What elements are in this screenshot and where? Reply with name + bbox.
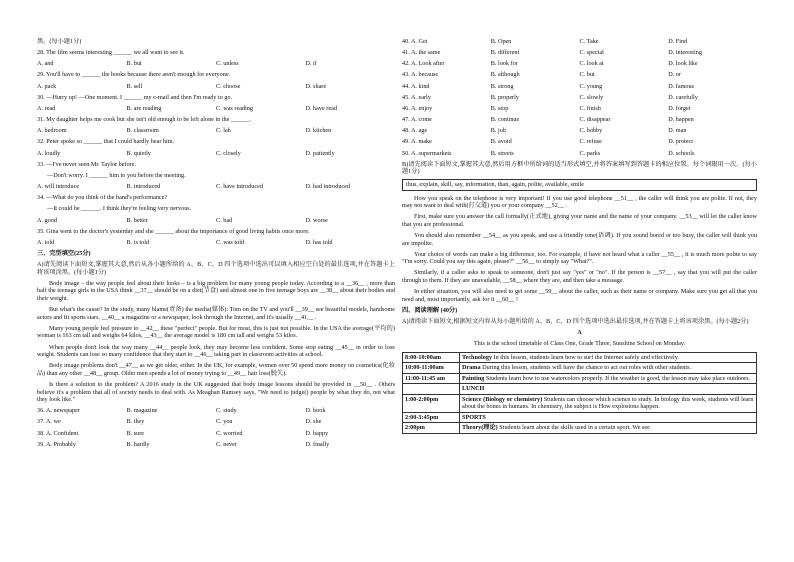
timetable-time: 2:00pm bbox=[403, 423, 460, 434]
option-a: 39. A. Probably bbox=[37, 440, 76, 448]
option-b: B. although bbox=[490, 71, 520, 79]
option-c: C. look at bbox=[579, 60, 604, 68]
option-a: A. told bbox=[37, 238, 55, 246]
question-stem: 30. —Hurry up! —One moment. I ______ my e-mail and then I'm ready to go. bbox=[37, 93, 233, 101]
option-b: B. magazine bbox=[126, 407, 158, 415]
passage-paragraph: First, make sure you answer the call formally(正式地), giving your name and the name of your company. __53__ will let the caller know that you are professional. bbox=[402, 213, 757, 228]
option-c: C. but bbox=[579, 71, 595, 79]
timetable-description: Students learn about the skills used in a certain sport. We see bbox=[499, 424, 650, 432]
option-d: D. famous bbox=[668, 82, 695, 90]
option-c: C. hobby bbox=[579, 127, 603, 135]
option-a: A. pack bbox=[37, 82, 57, 90]
cloze-option-row bbox=[402, 150, 757, 158]
timetable-lesson bbox=[460, 423, 757, 434]
cloze-passage bbox=[37, 280, 395, 404]
option-b: B. different bbox=[490, 49, 520, 57]
option-b: B. are reading bbox=[126, 104, 162, 112]
option-b: B. quietly bbox=[126, 149, 151, 157]
question-stem: 31. My daughter helps me cook but she isn't old enough to be left alone in the ______. bbox=[37, 116, 252, 124]
option-d: D. protect bbox=[668, 138, 693, 146]
option-b: B. stop bbox=[490, 104, 509, 112]
option-c: C. closely bbox=[216, 149, 241, 157]
option-a: A. read bbox=[37, 104, 56, 112]
option-c: C. finish bbox=[579, 104, 601, 112]
passage-paragraph: But what's the cause? In the study, many blame(责备) the media(媒体): Tom on the TV and you'll __39__ see beautiful models, handsome actors and fit sports stars. __40__ a magazine or a newspaper, look through the Internet, and it's usually __41__ . bbox=[37, 306, 395, 321]
option-b: B. but bbox=[126, 60, 142, 68]
cloze-options-continued bbox=[402, 38, 757, 157]
option-c: C. young bbox=[579, 82, 603, 90]
option-d: D. happen bbox=[668, 116, 694, 124]
option-d: D. has told bbox=[305, 238, 333, 246]
timetable-time bbox=[403, 384, 460, 395]
timetable-time: 10:00-11:00am bbox=[403, 363, 460, 374]
option-c: C. lab bbox=[216, 127, 231, 135]
option-a: 49. A. make bbox=[402, 138, 432, 146]
option-a: A. and bbox=[37, 60, 54, 68]
option-c: C. Take bbox=[579, 38, 599, 45]
question-options bbox=[37, 60, 395, 68]
passage-subtitle: This is the school timetable of Class One, Grade Three, Sunshine School on Monday. bbox=[473, 340, 686, 348]
option-b: B. hardly bbox=[126, 440, 150, 448]
option-d: D. look like bbox=[668, 60, 698, 68]
section-3-title: 三、完型填空(25分) bbox=[37, 249, 91, 257]
instruction-tail: 黑。(每小题1分) bbox=[37, 38, 82, 45]
question-options bbox=[37, 83, 395, 91]
option-b: B. look for bbox=[490, 60, 518, 68]
option-c: C. never bbox=[216, 440, 237, 448]
cloze-option-row bbox=[402, 116, 757, 124]
option-a: 38. A. Confident bbox=[37, 429, 79, 437]
section-4-instruction: A)请阅读下面短文,根据短文内容从每小题所给的 A、B、C、D 四个选项中选出最佳选项,并在答题卡上将该项涂黑。(每小题2分) bbox=[402, 318, 749, 326]
option-d: D. carefully bbox=[668, 93, 698, 101]
option-b: B. streets bbox=[490, 149, 514, 157]
passage-paragraph: In either situation, you will also need to get some __59__ about the caller, such as their name or company. Make sure you get all that you need and, most importantly, ask for it __60__ ! bbox=[402, 288, 757, 303]
question-stem: 33. —I've never seen Mr. Taylor before. bbox=[37, 160, 137, 168]
option-d: D. finally bbox=[305, 440, 330, 448]
option-d: D. interesting bbox=[668, 49, 702, 57]
question-stem: 35. Gina went to the doctor's yesterday and she ______ about the importance of good living habits once more. bbox=[37, 227, 310, 235]
option-d: D. if bbox=[305, 60, 317, 68]
timetable-subject: Painting bbox=[462, 374, 485, 382]
passage-paragraph: Body image problems don't __47__ as we get older, either. In the UK, for example, women over 50 spend more money on cosmetics(化妆品) than any other __48__ group. Older men spends a lot of money trying to __49__ hair loss(脱失). bbox=[37, 362, 395, 377]
cloze-option-row bbox=[402, 60, 757, 68]
option-c: C. refuse bbox=[579, 138, 602, 146]
passage-letter: A bbox=[577, 329, 582, 337]
timetable-subject: Drama bbox=[462, 364, 481, 372]
option-d: D. happy bbox=[305, 429, 329, 437]
timetable-lesson bbox=[460, 373, 757, 384]
option-b: B. better bbox=[126, 216, 148, 224]
question-options bbox=[37, 150, 395, 158]
option-d: D. schools bbox=[668, 149, 695, 157]
question-stem-reply: —It could be ______. I think they're feeling very nervous. bbox=[47, 205, 192, 213]
cloze-option-row bbox=[37, 418, 395, 426]
option-a: 41. A. the same bbox=[402, 49, 441, 57]
option-a: 37. A. we bbox=[37, 418, 61, 426]
option-c: C. unless bbox=[216, 60, 239, 68]
timetable-lesson bbox=[460, 384, 757, 395]
cloze-options bbox=[37, 407, 395, 448]
option-b: B. Open bbox=[490, 38, 512, 45]
option-c: C. parks bbox=[579, 149, 601, 157]
option-b: B. job bbox=[490, 127, 506, 135]
question-options bbox=[37, 105, 395, 113]
timetable-lesson bbox=[460, 412, 757, 423]
timetable-row bbox=[403, 373, 757, 384]
right-column bbox=[402, 38, 757, 434]
option-d: D. kitchen bbox=[305, 127, 332, 135]
option-c: C. study bbox=[216, 407, 237, 415]
timetable-row bbox=[403, 394, 757, 412]
cloze-option-row bbox=[37, 441, 395, 449]
option-a: A. loudly bbox=[37, 149, 61, 157]
option-c: C. you bbox=[216, 418, 233, 426]
timetable-description: During this lesson, students will have the chance to act out roles with other students. bbox=[482, 364, 692, 372]
option-c: C. special bbox=[579, 49, 604, 57]
cloze-option-row bbox=[37, 407, 395, 415]
option-a: A. bedroom bbox=[37, 127, 67, 135]
passage-paragraph: How you speak on the telephone is very important! If you use good telephone __51__ , the caller will think you are polite. If not, they may not want to deal with(打交道) you or your company __52__ . bbox=[402, 194, 757, 210]
question-options bbox=[37, 239, 395, 247]
option-a: 45. A. early bbox=[402, 93, 431, 101]
question-options bbox=[37, 127, 395, 135]
option-d: D. Find bbox=[668, 38, 688, 45]
passage-paragraph: Similarly, if a caller asks to speak to someone, don't just say "yes" or "no". If the person is __57__ , say that you will put the caller through to them. If they are unavailable, __58__ where they are, and then take a message. bbox=[402, 269, 757, 285]
timetable-description: In this lesson, students learn how to surf the Internet safely and effectively. bbox=[493, 353, 679, 361]
question-stem-reply: —Don't worry. I ______ him to you before the meeting. bbox=[47, 171, 186, 179]
question-stem: 28. The film seems interesting ______ we all want to see it. bbox=[37, 49, 185, 57]
timetable-lesson bbox=[460, 363, 757, 374]
passage-paragraph: Body image – the way people feel about their looks – is a big problem for many young people today. According to a __36__ , more than half the teenage girls in the USA think __37__ should be on a diet(节食) and almost one in five teenage boys are __38__ about their bodies and their weight. bbox=[37, 279, 395, 302]
option-c: C. slowly bbox=[579, 93, 604, 101]
timetable bbox=[402, 352, 757, 435]
timetable-subject: Theory(理论) bbox=[462, 424, 498, 432]
passage-paragraph: Is there a solution to the problem? A 2016 study in the UK suggested that body image lessons should be provided in __50__ . Others believe it's a problem that all of society needs to deal with. As Meaghan Ramsey says, "We need to judge() people by what they do, not what they look like." bbox=[37, 381, 395, 404]
option-a: 48. A. age bbox=[402, 127, 428, 135]
timetable-row bbox=[403, 363, 757, 374]
question-options bbox=[37, 217, 395, 225]
option-a: 44. A. kind bbox=[402, 82, 430, 90]
timetable-lesson bbox=[460, 394, 757, 412]
option-d: D. forget bbox=[668, 104, 691, 112]
option-b: B. strong bbox=[490, 82, 514, 90]
timetable-time: 11:00-11:45 am bbox=[403, 373, 460, 384]
passage-paragraph: You should also remember __54__ as you speak, and use a friendly tone(语调). If you sound bored or too busy, the caller will think you are impolite. bbox=[402, 232, 757, 247]
cloze-option-row bbox=[402, 83, 757, 91]
timetable-description: Students learn how to use watercolors properly. If the weather is good, the lesson may take place outdoors. bbox=[485, 374, 751, 382]
option-c: C. have introduced bbox=[216, 183, 263, 191]
timetable-row bbox=[403, 384, 757, 395]
option-a: 42. A. Look after bbox=[402, 60, 445, 68]
question-options bbox=[37, 183, 395, 191]
option-c: C. was reading bbox=[216, 104, 253, 112]
option-b: B. classroom bbox=[126, 127, 159, 135]
telephone-passage bbox=[402, 195, 757, 304]
option-d: D. worse bbox=[305, 216, 328, 224]
timetable-subject: Science (Biology or chemistry) bbox=[462, 395, 543, 403]
section-3-instruction: A)请先阅读下面短文,掌握其大意,然后从各小题所给的 A、B、C、D 四个选项中选出可以填入相应空白处的最佳选项,并在答题卡上将该项涂黑。(每小题1分) bbox=[37, 261, 395, 276]
option-b: B. properly bbox=[490, 93, 519, 101]
cloze-option-row bbox=[402, 138, 757, 146]
word-box: thus, explain, skill, say, information, than, again, polite, available, smile bbox=[402, 179, 757, 191]
option-a: A. good bbox=[37, 216, 57, 224]
timetable-lesson bbox=[460, 352, 757, 363]
option-c: C. bad bbox=[216, 216, 233, 224]
option-b: B. sure bbox=[126, 429, 145, 437]
option-a: 47. A. come bbox=[402, 116, 432, 124]
option-a: 40. A. Get bbox=[402, 38, 428, 45]
cloze-option-row bbox=[402, 49, 757, 57]
passage-paragraph: When people don't look the way many __44__ people look, they may become less confident. Some stop eating __45__ in order to lose weight. Students can lose so many confidence that they start to __46__ taking part in classroom activities at school. bbox=[37, 343, 395, 359]
option-b: B. they bbox=[126, 418, 145, 426]
timetable-time: 1:00-2:00pm bbox=[403, 394, 460, 412]
option-d: D. she bbox=[305, 418, 322, 426]
option-c: C. choose bbox=[216, 82, 241, 90]
option-a: 43. A. because bbox=[402, 71, 439, 79]
option-a: 46. A. enjoy bbox=[402, 104, 433, 112]
timetable-time: 2:00-3:45pm bbox=[403, 412, 460, 423]
question-stem: 34. —What do you think of the band's performance? bbox=[37, 194, 168, 202]
cloze-option-row bbox=[402, 105, 757, 113]
section-4-title: 四、阅读理解 (40分) bbox=[402, 306, 458, 314]
option-b: B. is told bbox=[126, 238, 150, 246]
option-c: C. disappear bbox=[579, 116, 611, 124]
option-b: B. avoid bbox=[490, 138, 512, 146]
option-a: A. will introduce bbox=[37, 183, 80, 191]
cloze-option-row bbox=[402, 71, 757, 79]
option-b: B. sell bbox=[126, 82, 143, 90]
option-d: D. or bbox=[668, 71, 681, 79]
option-b: B. continue bbox=[490, 116, 520, 124]
option-a: 36. A. newspaper bbox=[37, 407, 80, 415]
cloze-option-row bbox=[402, 94, 757, 102]
timetable-subject: Technology bbox=[462, 353, 493, 361]
option-c: C. worried bbox=[216, 429, 243, 437]
timetable-subject: LUNCH bbox=[462, 385, 485, 393]
timetable-row bbox=[403, 423, 757, 434]
cloze-option-row bbox=[37, 430, 395, 438]
question-stem: 29. You'll have to ______ the books because there aren't enough for everyone. bbox=[37, 71, 231, 79]
option-c: C. was told bbox=[216, 238, 245, 246]
question-stem: 32. Peter spoke so ______ that I could hardly hear him. bbox=[37, 138, 175, 146]
left-column bbox=[37, 38, 395, 452]
cloze-option-row bbox=[402, 127, 757, 135]
section-b-instruction: B)请先阅读下面短文,掌握其大意,然后用方框中所给词的适当形式填空,并将答案填写到答题卡的相应位置。每个词限用一次。(每小题1分) bbox=[402, 160, 757, 176]
timetable-subject: SPORTS bbox=[462, 413, 486, 421]
option-d: D. patiently bbox=[305, 149, 335, 157]
passage-paragraph: Many young people feel pressure to __42__ these "perfect" people. But for most, this is just not possible. In the USA the average(平均的) woman is 163 cm tall and weighs 64 kilos, __43__ the average model is 180 cm tall and weighs 53 kilos. bbox=[37, 324, 395, 340]
option-d: D. have read bbox=[305, 104, 337, 112]
multiple-choice-questions bbox=[37, 49, 395, 246]
timetable-time: 8:00-10:00am bbox=[403, 352, 460, 363]
passage-paragraph: Your choice of words can make a big difference, too. For example, if have not heard what a caller __55__ , it is much more polite to say "I'm sorry. Could you say this again, please?" __56__ to simply say "What?". bbox=[402, 250, 757, 266]
option-b: B. introduced bbox=[126, 183, 161, 191]
option-d: D. book bbox=[305, 407, 326, 415]
timetable-description: Students can choose which science to study. In biology this week, students will learn about the bones in humans. In chemistry, the subject is How explosions happen. bbox=[462, 395, 754, 411]
cloze-option-row bbox=[402, 38, 757, 46]
timetable-row bbox=[403, 412, 757, 423]
option-d: D. man bbox=[668, 127, 687, 135]
timetable-row bbox=[403, 352, 757, 363]
option-a: 50. A. supermarkets bbox=[402, 149, 452, 157]
option-d: D. share bbox=[305, 82, 327, 90]
option-d: D. had introduced bbox=[305, 183, 351, 191]
